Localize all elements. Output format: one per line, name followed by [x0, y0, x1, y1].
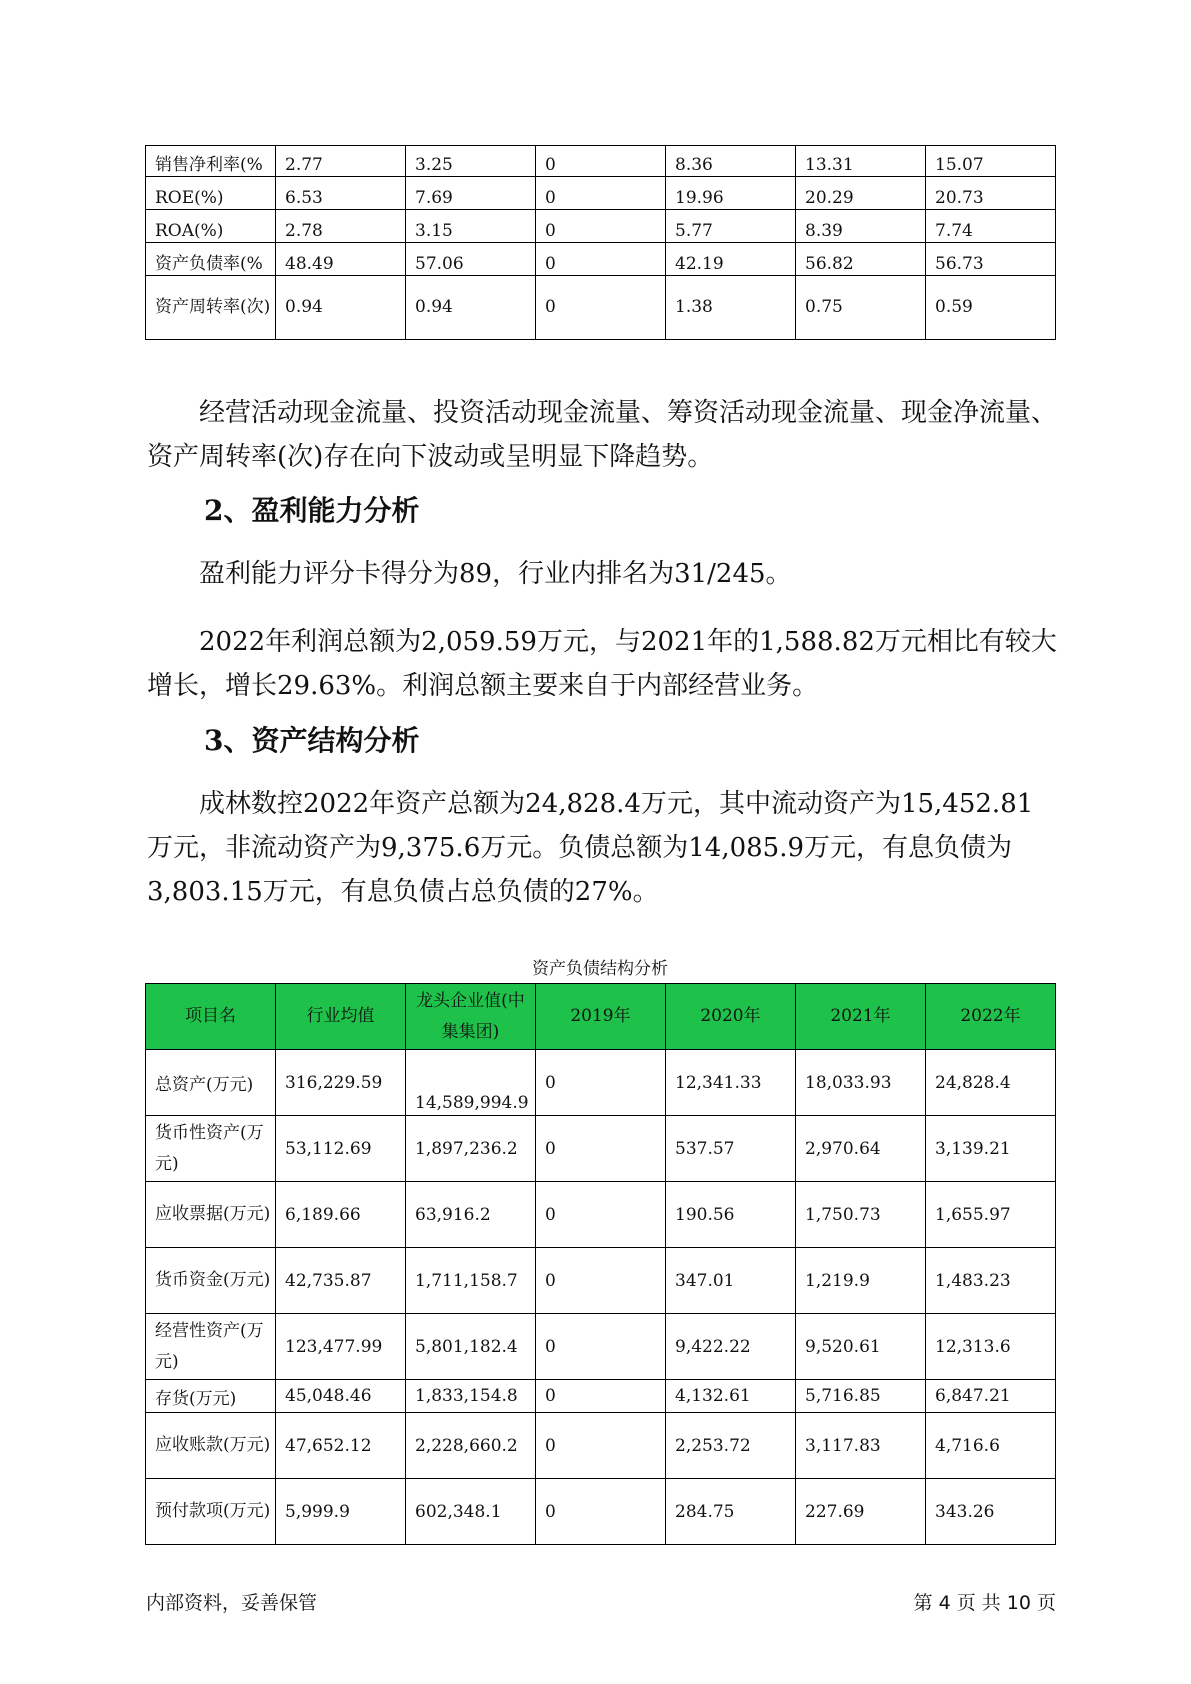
row-label: 总资产(万元) — [146, 1050, 276, 1116]
column-header: 2021年 — [796, 984, 926, 1050]
table-cell: 42.19 — [666, 243, 796, 276]
table-cell: 12,313.6 — [926, 1314, 1056, 1380]
table-cell: 2,970.64 — [796, 1116, 926, 1182]
table-cell: 6,189.66 — [276, 1182, 406, 1248]
table-cell: 0 — [536, 243, 666, 276]
column-header: 2020年 — [666, 984, 796, 1050]
table-cell: 0.75 — [796, 276, 926, 340]
table-cell: 48.49 — [276, 243, 406, 276]
table-cell: 0 — [536, 146, 666, 177]
table-cell: 2,228,660.2 — [406, 1413, 536, 1479]
paragraph-trend: 经营活动现金流量、投资活动现金流量、筹资活动现金流量、现金净流量、资产周转率(次)存在向下波动或呈明显下降趋势。 — [147, 398, 1058, 472]
table-cell: 227.69 — [796, 1479, 926, 1545]
table-cell: 19.96 — [666, 177, 796, 210]
table-caption: 资产负债结构分析 — [532, 959, 668, 979]
row-label: 资产负债率(% — [146, 243, 276, 276]
table-row — [146, 1413, 1056, 1479]
table-cell: 2.78 — [276, 210, 406, 243]
table-cell: 9,422.22 — [666, 1314, 796, 1380]
row-label: 应收账款(万元) — [146, 1413, 276, 1479]
table-cell: 5,999.9 — [276, 1479, 406, 1545]
table-cell: 0 — [536, 1248, 666, 1314]
table-cell: 56.82 — [796, 243, 926, 276]
table-cell: 0 — [536, 1314, 666, 1380]
column-header: 项目名 — [146, 984, 276, 1050]
column-header: 龙头企业值(中集集团) — [406, 984, 536, 1050]
table-cell: 47,652.12 — [276, 1413, 406, 1479]
table-cell: 5,801,182.4 — [406, 1314, 536, 1380]
table-cell: 0 — [536, 1116, 666, 1182]
table-row — [146, 146, 1056, 177]
table-cell: 0 — [536, 1479, 666, 1545]
table-cell: 0 — [536, 1380, 666, 1413]
table-cell: 0.94 — [276, 276, 406, 340]
row-label: ROE(%) — [146, 177, 276, 210]
row-label: 货币资金(万元) — [146, 1248, 276, 1314]
table-cell: 1,833,154.8 — [406, 1380, 536, 1413]
table-cell: 1.38 — [666, 276, 796, 340]
table-cell: 6,847.21 — [926, 1380, 1056, 1413]
table-row — [146, 1050, 1056, 1116]
table-cell: 5.77 — [666, 210, 796, 243]
column-header: 2022年 — [926, 984, 1056, 1050]
footer-confidential-note: 内部资料，妥善保管 — [146, 1592, 318, 1614]
table-cell: 45,048.46 — [276, 1380, 406, 1413]
table-cell: 0 — [536, 1050, 666, 1116]
table-cell: 56.73 — [926, 243, 1056, 276]
table-cell: 7.69 — [406, 177, 536, 210]
table-cell: 1,711,158.7 — [406, 1248, 536, 1314]
table-cell: 3,139.21 — [926, 1116, 1056, 1182]
table-cell: 7.74 — [926, 210, 1056, 243]
table-row — [146, 243, 1056, 276]
table-row — [146, 276, 1056, 340]
table-cell: 8.39 — [796, 210, 926, 243]
table-row — [146, 177, 1056, 210]
table-cell: 3,117.83 — [796, 1413, 926, 1479]
table-cell: 0 — [536, 276, 666, 340]
table-cell: 0 — [536, 1413, 666, 1479]
table-row — [146, 1314, 1056, 1380]
table-cell: 57.06 — [406, 243, 536, 276]
table-cell: 343.26 — [926, 1479, 1056, 1545]
table-cell: 347.01 — [666, 1248, 796, 1314]
table-cell: 537.57 — [666, 1116, 796, 1182]
table-cell: 13.31 — [796, 146, 926, 177]
table-cell: 14,589,994.9 — [406, 1050, 536, 1116]
table-cell: 6.53 — [276, 177, 406, 210]
table-cell: 3.15 — [406, 210, 536, 243]
row-label: 预付款项(万元) — [146, 1479, 276, 1545]
table-cell: 12,341.33 — [666, 1050, 796, 1116]
table-cell: 0 — [536, 177, 666, 210]
row-label: ROA(%) — [146, 210, 276, 243]
table-cell: 4,716.6 — [926, 1413, 1056, 1479]
table-cell: 0.94 — [406, 276, 536, 340]
table-cell: 123,477.99 — [276, 1314, 406, 1380]
table-cell: 5,716.85 — [796, 1380, 926, 1413]
table-cell: 0 — [536, 210, 666, 243]
footer-page-number: 第 4 页 共 10 页 — [913, 1592, 1056, 1614]
row-label: 存货(万元) — [146, 1380, 276, 1413]
table-cell: 24,828.4 — [926, 1050, 1056, 1116]
table-cell: 42,735.87 — [276, 1248, 406, 1314]
table-row — [146, 1248, 1056, 1314]
table-cell: 2,253.72 — [666, 1413, 796, 1479]
table-cell: 8.36 — [666, 146, 796, 177]
row-label: 销售净利率(% — [146, 146, 276, 177]
table-cell: 63,916.2 — [406, 1182, 536, 1248]
paragraph-structure: 成林数控2022年资产总额为24,828.4万元，其中流动资产为15,452.81万元，非流动资产为9,375.6万元。负债总额为14,085.9万元，有息负债为3,803.15万元，有息负债占总负债的27%。 — [147, 789, 1034, 907]
ratio-table — [145, 145, 1056, 340]
heading-profit: 2、盈利能力分析 — [204, 494, 420, 527]
table-cell: 0 — [536, 1182, 666, 1248]
table-cell: 53,112.69 — [276, 1116, 406, 1182]
asset-structure-table — [145, 983, 1056, 1545]
row-label: 货币性资产(万元) — [146, 1116, 276, 1182]
table-cell: 3.25 — [406, 146, 536, 177]
column-header: 行业均值 — [276, 984, 406, 1050]
table-cell: 2.77 — [276, 146, 406, 177]
table-cell: 602,348.1 — [406, 1479, 536, 1545]
table-cell: 20.73 — [926, 177, 1056, 210]
table-cell: 1,897,236.2 — [406, 1116, 536, 1182]
heading-structure: 3、资产结构分析 — [204, 724, 420, 757]
column-header: 2019年 — [536, 984, 666, 1050]
table-cell: 1,750.73 — [796, 1182, 926, 1248]
table-cell: 1,219.9 — [796, 1248, 926, 1314]
paragraph-profit-score: 盈利能力评分卡得分为89，行业内排名为31/245。 — [199, 559, 792, 589]
table-cell: 20.29 — [796, 177, 926, 210]
table-row — [146, 1380, 1056, 1413]
table-row — [146, 1182, 1056, 1248]
row-label: 资产周转率(次) — [146, 276, 276, 340]
table-cell: 284.75 — [666, 1479, 796, 1545]
table-cell: 1,655.97 — [926, 1182, 1056, 1248]
table-cell: 1,483.23 — [926, 1248, 1056, 1314]
table-cell: 316,229.59 — [276, 1050, 406, 1116]
table-header-row — [146, 984, 1056, 1050]
table-cell: 4,132.61 — [666, 1380, 796, 1413]
table-row — [146, 210, 1056, 243]
table-cell: 190.56 — [666, 1182, 796, 1248]
row-label: 应收票据(万元) — [146, 1182, 276, 1248]
row-label: 经营性资产(万元) — [146, 1314, 276, 1380]
table-cell: 9,520.61 — [796, 1314, 926, 1380]
table-row — [146, 1479, 1056, 1545]
table-row — [146, 1116, 1056, 1182]
paragraph-profit-total: 2022年利润总额为2,059.59万元，与2021年的1,588.82万元相比有较大增长，增长29.63%。利润总额主要来自于内部经营业务。 — [147, 627, 1057, 701]
table-cell: 18,033.93 — [796, 1050, 926, 1116]
table-cell: 0.59 — [926, 276, 1056, 340]
table-cell: 15.07 — [926, 146, 1056, 177]
